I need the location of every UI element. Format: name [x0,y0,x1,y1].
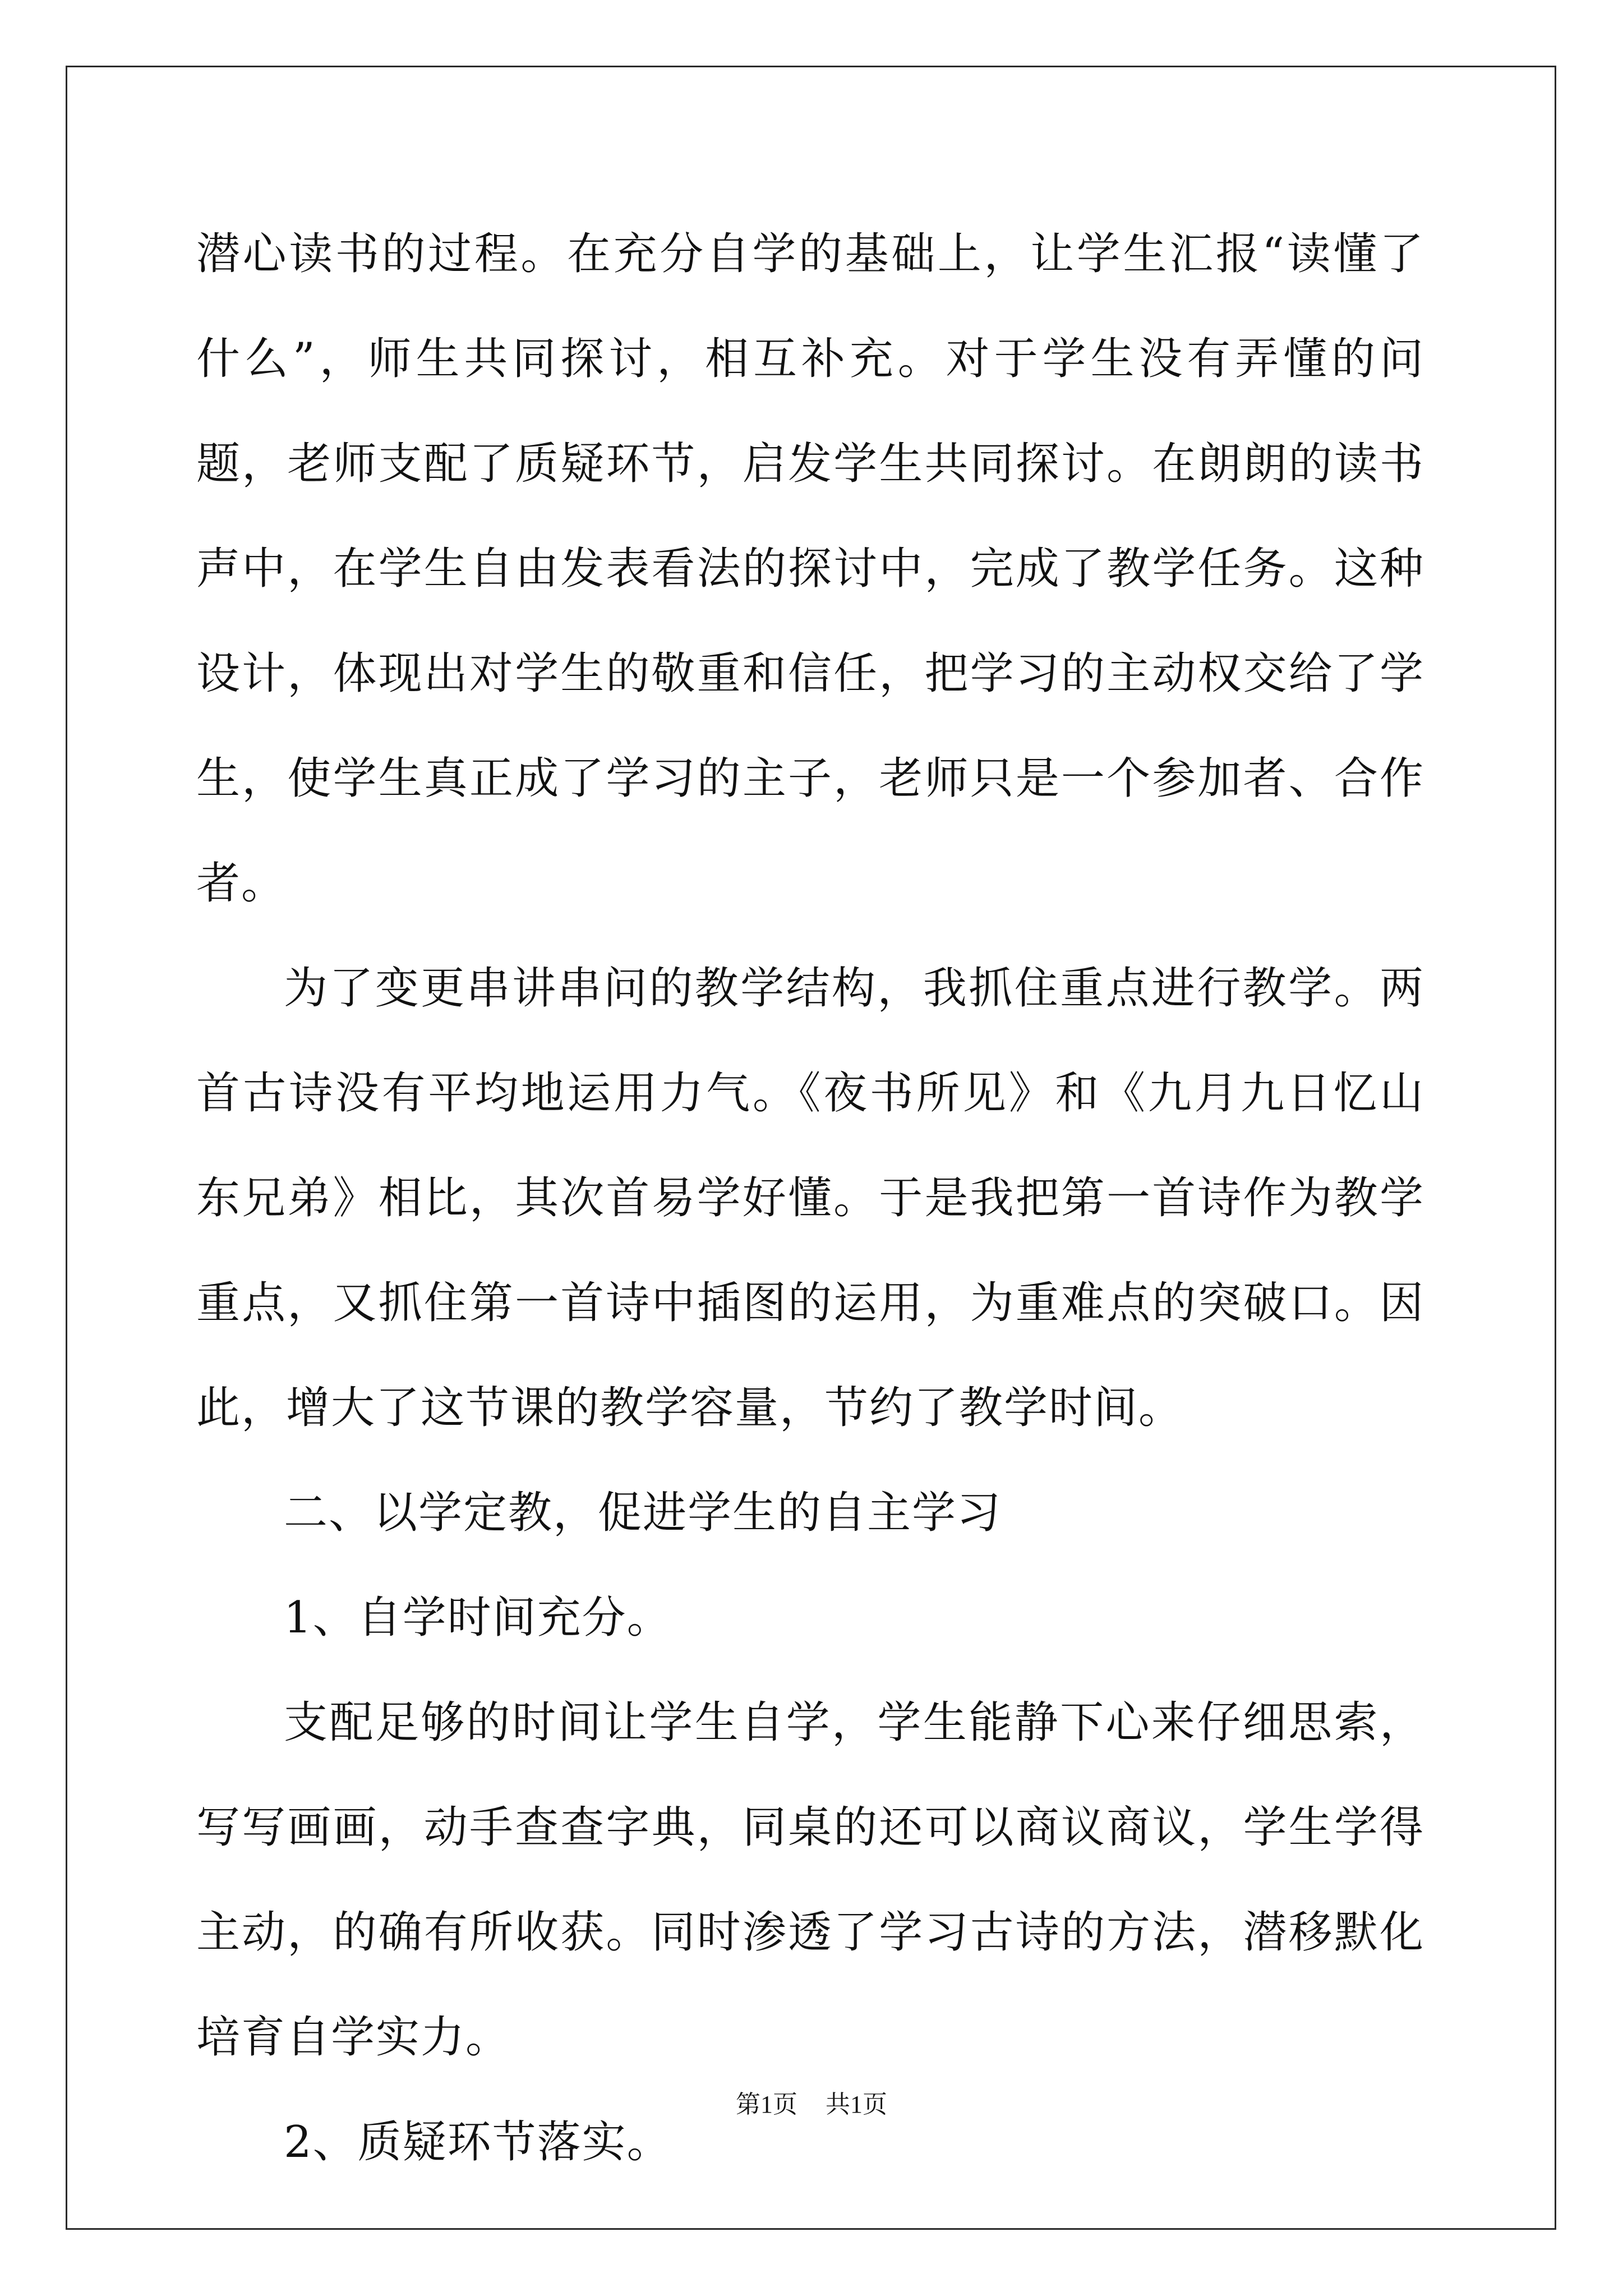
paragraph-1: 潜心读书的过程。在充分自学的基础上，让学生汇报“读懂了什么”，师生共同探讨，相互补充。对于学生没有弄懂的问题，老师支配了质疑环节，启发学生共同探讨。在朗朗的读书声中，在学生自由发表看法的探讨中，完成了教学任务。这种设计，体现出对学生的敬重和信任，把学习的主动权交给了学生，使学生真正成了学习的主子，老师只是一个参加者、合作者。 [196,229,1424,909]
section-heading: 二、以学定教，促进学生的自主学习 [284,1488,1002,1538]
paragraph-3: 支配足够的时间让学生自学，学生能静下心来仔细思索，写写画画，动手查查字典，同桌的还可以商议商议，学生学得主动，的确有所收获。同时渗透了学习古诗的方法，潜移默化培育自学实力。 [196,1697,1424,2063]
page-footer [0,2088,1623,2122]
document-body [196,202,1424,2195]
paragraph-2: 为了变更串讲串问的教学结构，我抓住重点进行教学。两首古诗没有平均地运用力气。《夜书所见》和《九月九日忆山东兄弟》相比，其次首易学好懂。于是我把第一首诗作为教学重点，又抓住第一首诗中插图的运用，为重难点的突破口。因此，增大了这节课的教学容量，节约了教学时间。 [196,963,1424,1433]
list-item-1: 1、自学时间充分。 [284,1593,672,1643]
list-item-2: 2、质疑环节落实。 [284,2117,672,2168]
page-number: 第1页 [736,2091,797,2118]
page-total: 共1页 [826,2091,887,2118]
